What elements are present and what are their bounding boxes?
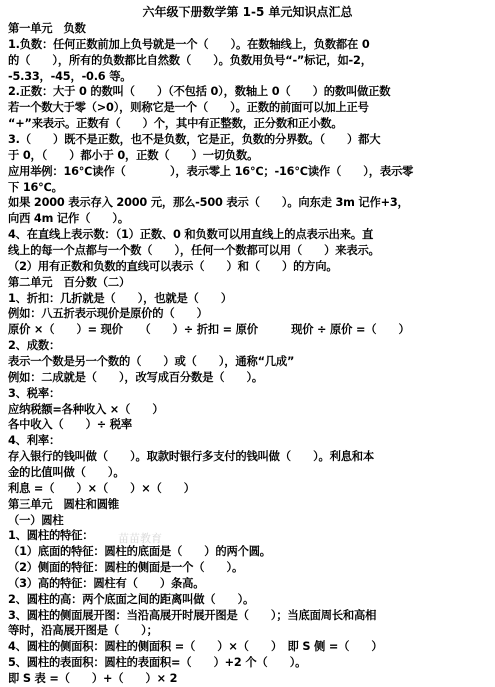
text-line: -5.33，-45，-0.6 等。 [8,69,132,83]
section-heading: 第二单元 百分数（二） [8,275,131,289]
text-line: 即 S 表 =（ ）+（ ）× 2 [8,672,178,685]
text-line: 第一单元 负数 [8,22,86,35]
text-line: 2、成数： [8,339,61,353]
text-line: 1、圆柱的特征： [8,529,94,543]
text-line: 4、在直线上表示数：（1）正数、0 和负数可以用直线上的点表示出来。直 [8,228,374,242]
text-line: 3、税率： [8,386,61,400]
text-line: 向西 4m 记作（ ）。 [8,212,129,226]
text-line: 若一个数大于零（>0），则称它是一个（ ）。正数的前面可以加上正号 [8,101,369,115]
text-line: 存入银行的钱叫做（ ）。取款时银行多支付的钱叫做（ ）。利息和本 [8,450,374,463]
text-line: 金的比值叫做（ ）。 [8,465,125,479]
text-line: 2.正数：大于 0 的数叫（ ）（不包括 0），数轴上 0（ ）的数叫做正数 [8,85,391,99]
text-line: 的（ ），所有的负数都比自然数（ ）。负数用负号“-”标记，如-2， [8,53,372,67]
text-line: （2）用有正数和负数的直线可以表示（ ）和（ ）的方向。 [8,259,338,273]
text-line: 1、折扣：几折就是（ ），也就是（ ） [8,291,232,305]
text-line: 于 0，（ ）都小于 0，正数（ ）一切负数。 [8,148,259,162]
page-title: 六年级下册数学第 1-5 单元知识点汇总 [142,5,353,19]
text-line: 3.（ ）既不是正数，也不是负数，它是正，负数的分界数。（ ）都大 [8,133,381,146]
text-line: 3、圆柱的侧面展开图：当沿高展开时展开图是（ ）；当底面周长和高相 [8,608,377,622]
subsection-heading: （一）圆柱 [8,513,64,527]
text-line: 线上的每一个点都与一个数（ ），任何一个数都可以用（ ）来表示。 [8,244,380,257]
text-line: 原价 ×（ ）= 现价 （ ）÷ 折扣 = 原价 现价 ÷ 原价 =（ ） [8,323,410,337]
text-line: 5、圆柱的表面积：圆柱的表面积=（ ）+2 个（ ）。 [8,656,307,670]
text-line: 利息 =（ ）×（ ）×（ ） [8,481,195,495]
text-line: 4、利率： [8,434,61,448]
text-line: 4、圆柱的侧面积：圆柱的侧面积 =（ ）×（ ） 即 S 侧 =（ ） [8,640,383,654]
text-line: 下 16℃。 [8,180,63,194]
text-line: 例如：二成就是（ ），改写成百分数是（ ）。 [8,370,264,384]
text-line: 表示一个数是另一个数的（ ）或（ ），通称“几成” [8,354,295,368]
text-line: 如果 2000 表示存入 2000 元，那么-500 表示（ ）。向东走 3m 记作+3， [8,196,409,210]
text-line: 等时，沿高展开图是（ ）； [8,624,158,638]
text-line: 应用举例：16℃读作（ ），表示零上 16℃；-16℃读作（ ），表示零 [8,164,414,178]
text-line: 应纳税额=各种收入 ×（ ） [8,402,164,416]
text-line: （2）侧面的特征：圆柱的侧面是一个（ ）。 [8,561,244,574]
text-line: 各中收入（ ）÷ 税率 [8,418,132,432]
section-heading: 第三单元 圆柱和圆锥 [8,497,119,511]
text-line: （3）高的特征：圆柱有（ ）条高。 [8,576,205,590]
text-line: 2、圆柱的高：两个底面之间的距离叫做（ ）。 [8,592,255,606]
text-line: 例如：八五折表示现价是原价的（ ） [8,307,208,321]
text-line: （1）底面的特征：圆柱的底面是（ ）的两个圆。 [8,545,271,559]
text-line: “+”来表示。正数有（ ）个，其中有正整数，正分数和正小数。 [8,117,343,131]
text-line: 1.负数：任何正数前加上负号就是一个（ ）。在数轴线上，负数都在 0 [8,37,370,51]
watermark: 苗苗教育 [118,532,162,545]
